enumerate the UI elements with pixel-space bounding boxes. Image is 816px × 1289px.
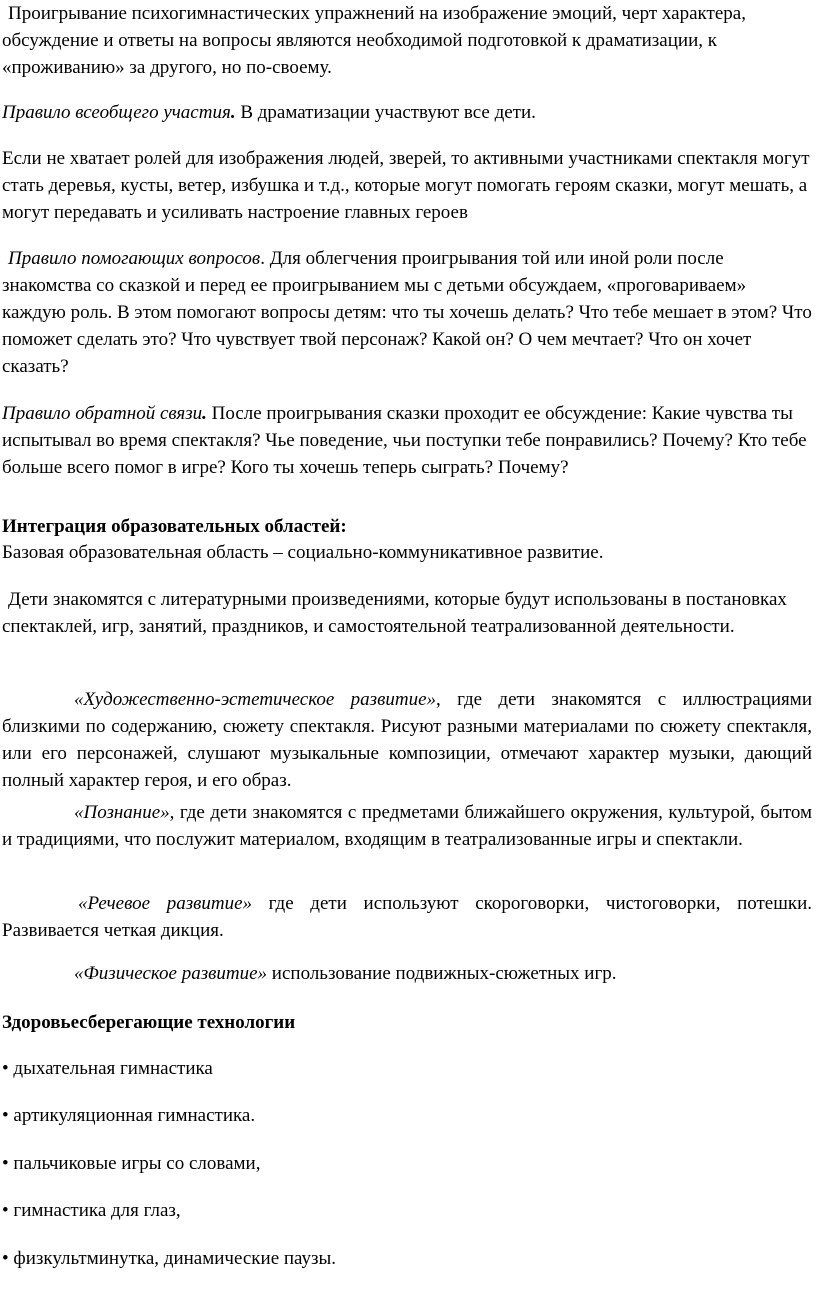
- list-item: [2, 1055, 812, 1082]
- rule-feedback-paragraph: [2, 400, 812, 481]
- cognition-text: , где дети знакомятся с предметами ближайшего окружения, культурой, бытом и традициями, что послужит материалом, входящим в театрализованные игры и спектакли.: [2, 802, 812, 850]
- list-item-text: • физкультминутка, динамические паузы.: [2, 1248, 337, 1269]
- physical-development-paragraph: [2, 960, 812, 987]
- art-development-label: «Художественно-эстетическое развитие»: [74, 689, 436, 710]
- cognition-label: «Познание»: [74, 802, 170, 823]
- rule-participation-dot: .: [230, 102, 236, 123]
- literature-text: Дети знакомятся с литературными произведениями, которые будут использованы в постановках спектаклей, игр, занятий, праздников, и самостоятельной театрализованной деятельности.: [2, 589, 787, 637]
- rule-participation-label: Правило всеобщего участия: [2, 102, 231, 123]
- list-item: [2, 1102, 812, 1129]
- rule-questions-text: . Для облегчения проигрывания той или иной роли после знакомства со сказкой и перед ее проигрыванием мы с детьми обсуждаем, «проговариваем» каждую роль. В этом помогают вопросы детям: что ты хочешь делать? Что тебе мешает в этом? Что поможет сделать это? Что чувствует твой персонаж? Какой он? О чем мечтает? Что он хочет сказать?: [2, 248, 812, 377]
- art-development-paragraph: [2, 686, 812, 794]
- roles-paragraph: [2, 145, 812, 226]
- rule-questions-label: Правило помогающих вопросов: [8, 248, 261, 269]
- intro-paragraph: [2, 0, 812, 81]
- speech-development-paragraph: [2, 890, 812, 944]
- literature-paragraph: [2, 586, 812, 640]
- rule-feedback-text: После проигрывания сказки проходит ее обсуждение: Какие чувства ты испытывал во время спектакля? Чье поведение, чьи поступки тебе понравились? Почему? Кто тебе больше всего помог в игре? Кого ты хочешь теперь сыграть? Почему?: [2, 403, 807, 478]
- list-item: [2, 1245, 812, 1272]
- rule-participation-paragraph: [2, 99, 812, 126]
- list-item-text: • артикуляционная гимнастика.: [2, 1105, 256, 1126]
- list-item-text: • дыхательная гимнастика: [2, 1058, 213, 1079]
- rule-questions-paragraph: [2, 245, 812, 380]
- base-area-paragraph: [2, 539, 812, 566]
- list-item: [2, 1150, 812, 1177]
- integration-heading: [2, 513, 812, 540]
- art-development-text: , где дети знакомятся с иллюстрациями близкими по содержанию, сюжету спектакля. Рисуют разными материалами по сюжету спектакля, или его персонажей, слушают музыкальные композиции, отмечают характер музыки, дающий полный характер героя, и его образ.: [2, 689, 812, 791]
- health-tech-heading: [2, 1009, 812, 1036]
- intro-text: Проигрывание психогимнастических упражнений на изображение эмоций, черт характера, обсуждение и ответы на вопросы являются необходимой подготовкой к драматизации, к «проживанию» за другого, но по-своему.: [2, 3, 746, 78]
- list-item-text: • пальчиковые игры со словами,: [2, 1153, 261, 1174]
- cognition-paragraph: [2, 799, 812, 853]
- list-item: [2, 1197, 812, 1224]
- integration-heading-text: Интеграция образовательных областей:: [2, 516, 347, 537]
- base-area-text: Базовая образовательная область – социально-коммуникативное развитие.: [2, 542, 604, 563]
- rule-feedback-label: Правило обратной связи: [2, 403, 203, 424]
- speech-development-text: где дети используют скороговорки, чистоговорки, потешки. Развивается четкая дикция.: [2, 893, 813, 941]
- rule-participation-text: В драматизации участвуют все дети.: [235, 102, 536, 123]
- health-tech-heading-text: Здоровьесберегающие технологии: [2, 1012, 296, 1033]
- speech-development-label: «Речевое развитие»: [78, 893, 253, 914]
- physical-development-text: использование подвижных-сюжетных игр.: [267, 963, 617, 984]
- rule-feedback-dot: .: [202, 403, 207, 424]
- physical-development-label: «Физическое развитие»: [74, 963, 268, 984]
- list-item-text: • гимнастика для глаз,: [2, 1200, 181, 1221]
- roles-text: Если не хватает ролей для изображения людей, зверей, то активными участниками спектакля могут стать деревья, кусты, ветер, избушка и т.д., которые могут помогать героям сказки, могут мешать, а могут передавать и усиливать настроение главных героев: [2, 148, 810, 223]
